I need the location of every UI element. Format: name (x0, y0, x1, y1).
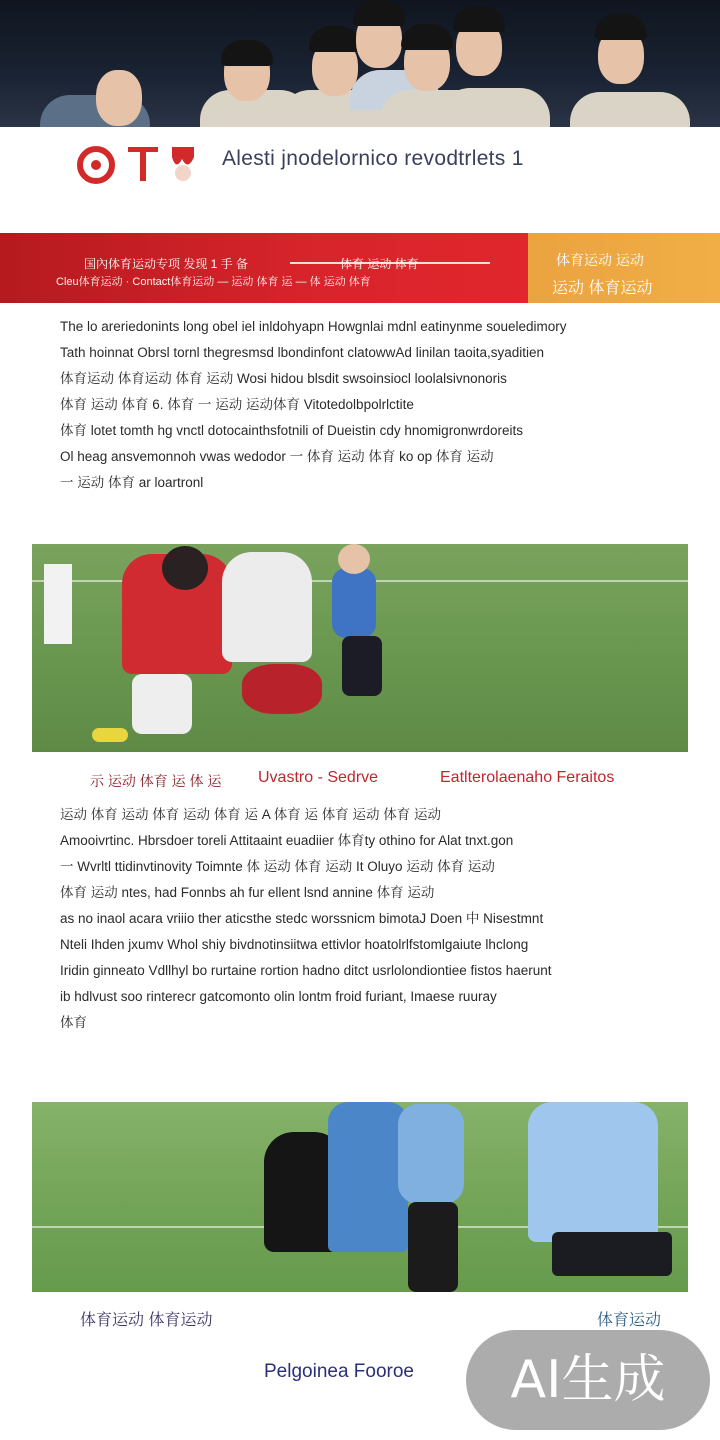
banner-orange-line1: 体育运动 运动 (556, 252, 644, 268)
text-line: Amooivrtinc. Hbrsdoer toreli Attitaaint euadiier 体育ty othino for Alat tnxt.gon (60, 833, 514, 848)
banner-orange[interactable] (528, 233, 720, 303)
banner-orange-line2: 运动 体育运动 (552, 280, 653, 297)
body-paragraph (60, 802, 670, 1036)
player-shorts (408, 1202, 458, 1292)
subheading-left: 示 运动 体育 运 体 运 (90, 773, 222, 789)
player-shorts (552, 1232, 672, 1276)
banner-red[interactable] (0, 233, 528, 303)
text-line: Nteli Ihden jxumv Whol shiy bivdnotinsiitwa ettivlor hoatolrlfstomlgaiute lhclong (60, 937, 529, 952)
text-line: 体育运动 体育运动 体育 运动 Wosi hidou blsdit swsoinsiocl loolalsivnonoris (60, 371, 507, 386)
player-face (96, 70, 142, 126)
match-photo-2 (32, 1102, 688, 1292)
text-line: ib hdlvust soo rinterecr gatcomonto olin lontm froid furiant, Imaese ruuray (60, 989, 497, 1004)
text-line: The lo areriedonints long obel iel inldohyapn Howgnlai mdnl eatinynme soueledimory (60, 319, 567, 334)
site-title: Alesti jnodelornico revodtrlets 1 (222, 147, 524, 170)
player-hair (221, 40, 273, 66)
site-header (0, 127, 720, 233)
player-white (222, 552, 312, 662)
player-head (338, 544, 370, 574)
footer-center-text[interactable]: Pelgoinea Fooroe (264, 1361, 414, 1382)
player-shirt (570, 92, 690, 127)
player-hair (453, 6, 505, 32)
text-line: 体育 运动 体育 6. 体育 一 运动 运动体育 Vitotedolbpolrlctite (60, 397, 414, 412)
subheading-middle: Uvastro - Sedrve (258, 769, 379, 786)
text-line: Tath hoinnat Obrsl tornl thegresmsd lbondinfont clatowwAd linilan taoita,syaditien (60, 345, 545, 360)
text-line: Iridin ginneato Vdllhyl bo rurtaine rortion hadno ditct usrlolondiontiee fistos haerunt (60, 963, 552, 978)
hero-photo-team (0, 0, 720, 127)
text-line: Ol heag ansvemonnoh vwas wedodor 一 体育 运动 体育 ko op 体育 运动 (60, 449, 494, 464)
player-hair (309, 26, 361, 52)
section-subheading (0, 769, 720, 793)
player-light-blue (528, 1102, 658, 1242)
footer-right-text[interactable]: 体育运动 (597, 1312, 662, 1329)
player-hair (595, 14, 647, 40)
footer-left-text[interactable]: 体育运动 体育运动 (80, 1312, 213, 1329)
banner-red-line1: 国內体育运动专项 发现 1 手 备 (84, 257, 249, 271)
player-shirt (440, 88, 550, 127)
player-hair (401, 24, 453, 50)
subheading-right: Eatlterolaenaho Feraitos (440, 769, 615, 786)
player-legs (132, 674, 192, 734)
player-hair (353, 0, 405, 26)
banner-red-line1-tail: 体育 运动 体育 (340, 257, 419, 271)
player-fallen (242, 664, 322, 714)
text-line: 一 Wvrltl ttidinvtinovity Toimnte 体 运动 体育 运动 It Oluyo 运动 体育 运动 (60, 859, 495, 874)
corner-flag (44, 564, 72, 644)
player-head (162, 546, 208, 590)
banner-red-line2: Cleu体育运动 · Contact体育运动 — 运动 体育 运 — 体 运动 体育 (56, 276, 371, 288)
text-line: 一 运动 体育 ar loartronl (60, 475, 204, 490)
brand-logo-icon[interactable] (76, 145, 196, 185)
match-photo-1 (32, 544, 688, 752)
intro-paragraph (60, 314, 670, 496)
player-blue (328, 1102, 408, 1252)
player-blue (332, 568, 376, 638)
text-line: 体育 运动 ntes, had Fonnbs ah fur ellent lsnd annine 体育 运动 (60, 885, 435, 900)
text-line: 运动 体育 运动 体育 运动 体育 运 A 体育 运 体育 运动 体育 运动 (60, 807, 442, 822)
ai-generated-watermark: AI生成 (466, 1330, 710, 1430)
text-line: 体育 lotet tomth hg vnctl dotocainthsfotnili of Dueistin cdy hnomigronwrdoreits (60, 423, 523, 438)
text-line: as no inaol acara vriiio ther aticsthe stedc worssnicm bimotaJ Doen 中 Nisestmnt (60, 911, 544, 926)
player-boot (92, 728, 128, 742)
player-light-blue (398, 1104, 464, 1204)
player-shorts (342, 636, 382, 696)
text-line: 体育 (60, 1015, 87, 1030)
